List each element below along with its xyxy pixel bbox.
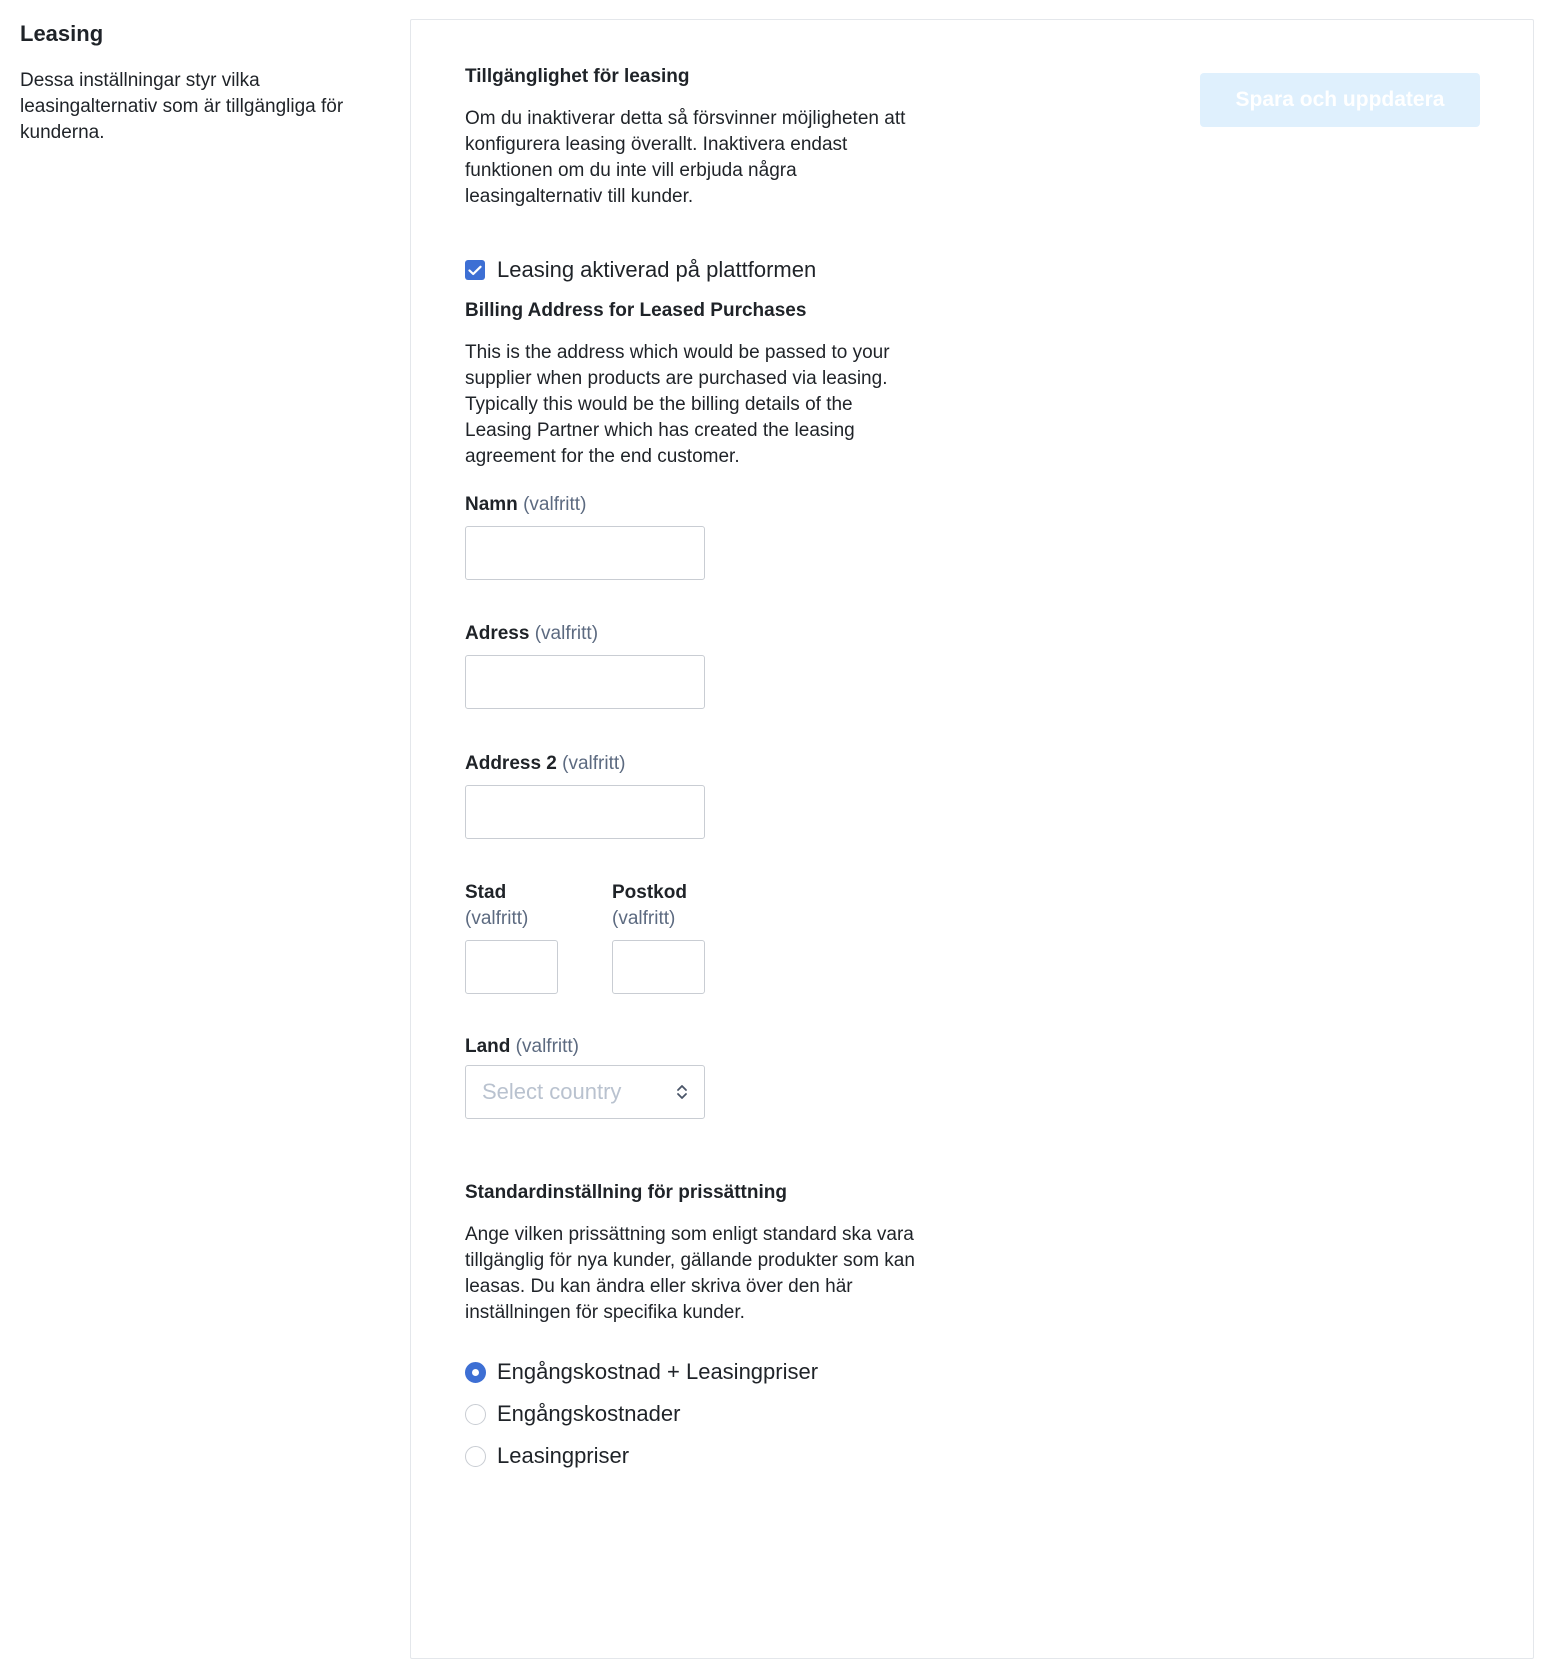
page-title: Leasing	[20, 21, 104, 46]
optional-hint: (valfritt)	[562, 753, 626, 774]
chevron-up-down-icon	[676, 1083, 688, 1101]
country-label: Land	[465, 1036, 511, 1057]
pricing-option-leasing[interactable]	[465, 1442, 629, 1470]
billing-description: This is the address which would be passed to your supplier when products are purchased via leasing. Typically this would be the billing details of the Leasing Partner which has created the leasing agreement for the end customer.	[465, 342, 890, 467]
postcode-field	[612, 880, 759, 994]
address-input[interactable]	[465, 655, 705, 709]
city-label: Stad	[465, 882, 507, 903]
leasing-enabled-label: Leasing aktiverad på plattformen	[497, 257, 817, 282]
country-field	[465, 1034, 985, 1060]
radio-label: Engångskostnad + Leasingpriser	[497, 1359, 819, 1384]
pricing-title: Standardinställning för prissättning	[465, 1182, 787, 1203]
radio-unselected[interactable]	[465, 1446, 486, 1467]
pricing-option-oneoff-and-leasing[interactable]	[465, 1358, 818, 1386]
postcode-input[interactable]	[612, 940, 705, 994]
pricing-section	[465, 1180, 985, 1326]
address2-label: Address 2	[465, 753, 557, 774]
radio-unselected[interactable]	[465, 1404, 486, 1425]
radio-selected[interactable]	[465, 1362, 486, 1383]
address2-input[interactable]	[465, 785, 705, 839]
leasing-settings-card	[410, 19, 1534, 1659]
radio-label: Engångskostnader	[497, 1401, 681, 1426]
city-field	[465, 880, 612, 994]
pricing-option-oneoff[interactable]	[465, 1400, 680, 1428]
billing-address-section	[465, 298, 985, 470]
pricing-description: Ange vilken prissättning som enligt standard ska vara tillgänglig för nya kunder, gällande produkter som kan leasas. Du kan ändra eller skriva över den här inställningen för specifika kunder.	[465, 1224, 915, 1323]
billing-title: Billing Address for Leased Purchases	[465, 300, 807, 321]
availability-section	[465, 64, 985, 210]
country-select-placeholder: Select country	[482, 1079, 622, 1104]
country-select[interactable]	[465, 1065, 705, 1119]
postcode-label: Postkod	[612, 882, 687, 903]
checkmark-icon	[468, 265, 482, 276]
optional-hint: (valfritt)	[612, 908, 676, 929]
name-label: Namn	[465, 494, 518, 515]
leasing-enabled-checkbox-row[interactable]	[465, 256, 816, 284]
address-label: Adress	[465, 623, 530, 644]
availability-description: Om du inaktiverar detta så försvinner möjligheten att konfigurera leasing överallt. Inaktivera endast funktionen om du inte vill erbjuda några leasingalternativ till kunder.	[465, 108, 906, 207]
save-and-update-button[interactable]: Spara och uppdatera	[1200, 73, 1480, 127]
leasing-enabled-checkbox[interactable]	[465, 260, 485, 280]
optional-hint: (valfritt)	[523, 494, 587, 515]
radio-label: Leasingpriser	[497, 1443, 630, 1468]
optional-hint: (valfritt)	[515, 1036, 579, 1057]
address-field	[465, 621, 985, 709]
name-input[interactable]	[465, 526, 705, 580]
name-field	[465, 492, 985, 580]
settings-intro	[20, 20, 380, 146]
optional-hint: (valfritt)	[534, 623, 599, 644]
city-postcode-row	[465, 880, 759, 994]
city-input[interactable]	[465, 940, 558, 994]
availability-title: Tillgänglighet för leasing	[465, 66, 690, 87]
optional-hint: (valfritt)	[465, 908, 529, 929]
address2-field	[465, 751, 985, 839]
page-description: Dessa inställningar styr vilka leasingalternativ som är tillgängliga för kunderna.	[20, 70, 344, 143]
